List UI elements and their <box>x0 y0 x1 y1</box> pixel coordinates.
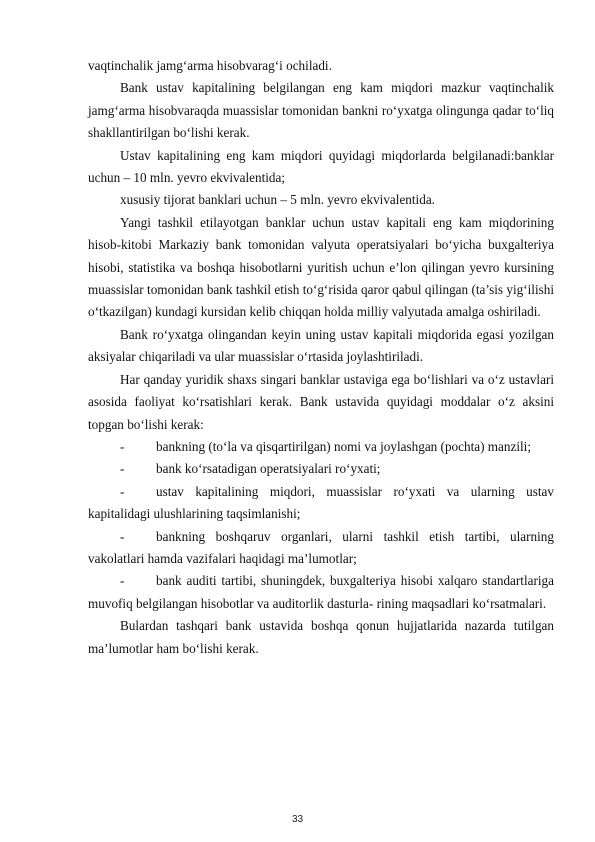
list-item-text: bankning boshqaruv organlari, ularni tashkil etish tartibi, ularning vakolatlari hamda vazifalari haqidagi ma’lumotlar; <box>88 528 554 566</box>
list-item <box>88 481 554 526</box>
paragraph-closing: Bulardan tashqari bank ustavida boshqa qonun hujjatlarida nazarda tutilgan ma’lumotlar ham bo‘lishi kerak. <box>88 618 554 656</box>
paragraph-continuation: vaqtinchalik jamg‘arma hisobvarag‘i ochiladi. <box>88 58 332 73</box>
list-item-text: bankning (to‘la va qisqartirilgan) nomi va joylashgan (pochta) manzili; <box>156 438 532 454</box>
list-item <box>88 570 554 615</box>
list-item-text: bank auditi tartibi, shuningdek, buxgalteriya hisobi xalqaro standartlariga muvofiq belgilangan hisobotlar va auditorlik dasturla- rining maqsadlari ko‘rsatmalari. <box>88 573 554 611</box>
page-number: 33 <box>291 814 304 825</box>
list-item <box>88 458 554 480</box>
list-dash: - <box>120 438 125 454</box>
charter-items-list <box>88 436 554 615</box>
list-dash: - <box>120 461 125 477</box>
list-item-text: ustav kapitalining miqdori, muassislar ro‘yxati va ularning ustav kapitalidagi ulushlarining taqsimlanishi; <box>88 483 554 522</box>
list-item <box>88 436 554 458</box>
list-item <box>88 526 554 571</box>
paragraph-private-banks: xususiy tijorat banklari uchun – 5 mln. yevro ekvivalentida. <box>120 192 435 208</box>
list-dash: - <box>120 573 125 589</box>
list-dash: - <box>120 483 125 499</box>
paragraph-charter: Har qanday yuridik shaxs singari banklar ustaviga ega bo‘lishlari va o‘z ustavlari asosida faoliyat ko‘rsatishlari kerak. Bank ustavida quyidagi moddalar o‘z aksini topgan bo‘lishi kerak: <box>88 371 554 432</box>
paragraph-minimum-capital: Bank ustav kapitalining belgilangan eng kam miqdori mazkur vaqtinchalik jamg‘arma hisobvaraqda muassislar tomonidan bankni ro‘yxatga olingunga qadar to‘liq shakllantirilgan bo‘lishi kerak. <box>88 80 554 141</box>
list-item-text: bank ko‘rsatadigan operatsiyalari ro‘yxati; <box>156 461 381 477</box>
list-dash: - <box>120 528 125 544</box>
paragraph-capital-amounts: Ustav kapitalining eng kam miqdori quyidagi miqdorlarda belgilanadi:banklar uchun – 10 mln. yevro ekvivalentida; <box>88 147 554 186</box>
paragraph-calculation: Yangi tashkil etilayotgan banklar uchun ustav kapitali eng kam miqdorining hisob-kitobi Markaziy bank tomonidan valyuta operatsiyalari bo‘yicha buxgalteriya hisobi, statistika va boshqa hisobotlarni yuritish uchun e’lon qilingan yevro kursining muassislar tomonidan bank tashkil etish to‘g‘risida qaror qabul qilingan (ta’sis yig‘ilishi o‘tkazilgan) kundagi kursidan kelib chiqqan holda milliy valyutada amalga oshiriladi. <box>88 214 554 320</box>
document-body <box>88 55 554 660</box>
paragraph-shares: Bank ro‘yxatga olingandan keyin uning ustav kapitali miqdorida egasi yozilgan aksiyalar chiqariladi va ular muassislar o‘rtasida joylashtiriladi. <box>88 326 554 365</box>
